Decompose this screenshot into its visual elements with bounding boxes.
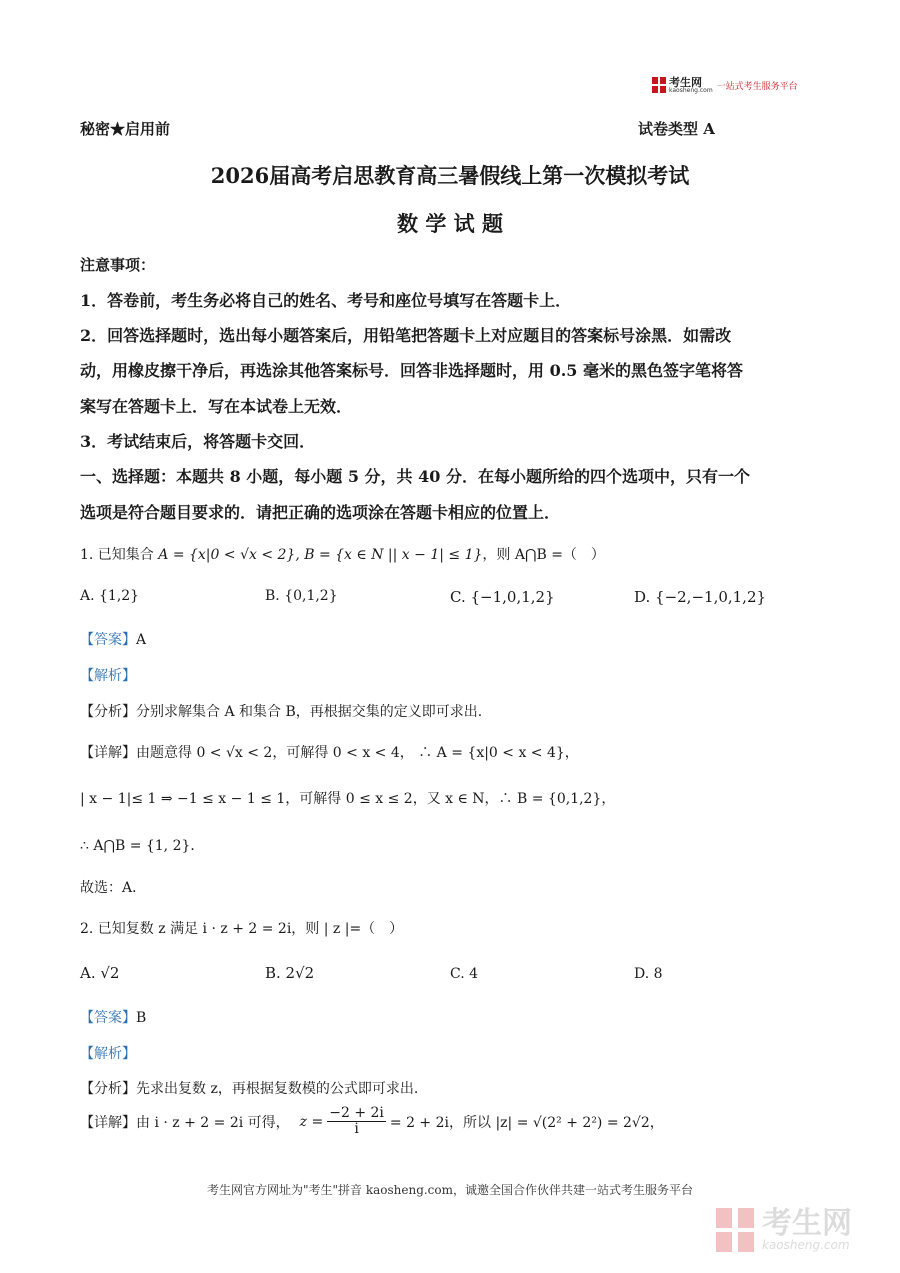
brand-logo [652, 74, 798, 96]
fraction-denominator: i [354, 1121, 359, 1138]
fraction-numerator: −2 + 2i [329, 1105, 384, 1121]
question-2-option-d: D. 8 [634, 966, 663, 982]
question-1-detail-1 [80, 742, 579, 762]
answer-tag: 【答案】 [80, 1010, 136, 1026]
question-2-option-c: C. 4 [450, 966, 479, 982]
answer-value: B [136, 1010, 147, 1026]
question-1-fenxi [80, 701, 482, 721]
question-1-suffix: ，则 A⋂B =（ ） [482, 547, 605, 563]
question-1-answer [80, 629, 146, 649]
question-1-detail-3: ∴ A⋂B = {1, 2}． [80, 838, 205, 854]
logo-url: kaosheng.com [669, 86, 713, 94]
notice-item: 3．考试结束后，将答题卡交回． [80, 432, 316, 451]
question-1-analysis-tag: 【解析】 [80, 668, 136, 684]
exam-title: 2026届高考启思教育高三暑假线上第一次模拟考试 [210, 163, 690, 188]
notice-item: 2．回答选择题时，选出每小题答案后，用铅笔把答题卡上对应题目的答案标号涂黑．如需改 [80, 326, 732, 345]
answer-value: A [136, 632, 147, 648]
fenxi-tag: 【分析】 [80, 1081, 136, 1097]
question-1-conclusion: 故选：A． [80, 880, 147, 896]
question-2-stem: 2. 已知复数 z 满足 i · z + 2 = 2i，则 | z |=（ ） [80, 921, 404, 937]
detail-tag: 【详解】 [80, 745, 136, 761]
fenxi-text: 分别求解集合 A 和集合 B，再根据交集的定义即可求出. [136, 704, 483, 720]
question-1-prefix: 1. 已知集合 [80, 547, 154, 563]
question-1-math: A = {x|0 < √x < 2}, B = {x ∈ N || x − 1| ≤ 1} [158, 547, 483, 563]
detail-text-c: = 2 + 2i，所以 |z| = √(2² + 2²) = 2√2， [389, 1114, 664, 1131]
answer-tag: 【答案】 [80, 632, 136, 648]
detail-text: 由题意得 0 < √x < 2，可解得 0 < x < 4， ∴ A = {x|0 < x < 4}， [136, 745, 579, 761]
detail-tag: 【详解】 [80, 1114, 136, 1131]
question-1-stem [80, 544, 605, 564]
notice-heading: 注意事项： [80, 256, 156, 274]
watermark [716, 1208, 852, 1252]
watermark-logo-icon [716, 1208, 754, 1252]
detail-fraction [327, 1106, 386, 1138]
paper-type-label: 试卷类型 A [638, 120, 715, 138]
question-1-option-b: B. {0,1,2} [265, 588, 338, 604]
notice-item: 动，用橡皮擦干净后，再选涂其他答案标号．回答非选择题时，用 0.5 毫米的黑色签字笔将答 [80, 361, 743, 380]
question-2-fenxi [80, 1078, 418, 1098]
exam-subtitle: 数 学 试 题 [397, 211, 503, 236]
detail-text-a: 由 i · z + 2 = 2i 可得， [136, 1114, 290, 1131]
question-2-option-b: B. 2√2 [265, 964, 315, 982]
logo-icon [652, 77, 666, 93]
question-2-answer [80, 1007, 146, 1027]
notice-item: 1．答卷前，考生务必将自己的姓名、考号和座位号填写在答题卡上． [80, 291, 572, 310]
fenxi-tag: 【分析】 [80, 704, 136, 720]
confidential-label: 秘密★启用前 [80, 120, 171, 138]
watermark-name: 考生网 [762, 1206, 852, 1241]
page-footer: 考生网官方网址为"考生"拼音 kaosheng.com，诚邀全国合作伙伴共建一站式考生服务平台 [206, 1183, 694, 1197]
question-2-analysis-tag: 【解析】 [80, 1046, 136, 1062]
question-2-option-a: A. √2 [80, 964, 120, 982]
watermark-url: kaosheng.com [762, 1238, 850, 1252]
section-heading-line1: 一、选择题：本题共 8 小题，每小题 5 分，共 40 分．在每小题所给的四个选项中，只有一个 [80, 467, 750, 486]
logo-name: 考生网 [669, 75, 702, 89]
question-1-detail-2: | x − 1|≤ 1 ⇒ −1 ≤ x − 1 ≤ 1，可解得 0 ≤ x ≤ 2，又 x ∈ N，∴ B = {0,1,2}， [80, 791, 616, 807]
section-heading-line2: 选项是符合题目要求的．请把正确的选项涂在答题卡相应的位置上． [80, 503, 561, 522]
question-2-detail [80, 1106, 664, 1138]
question-1-option-a: A. {1,2} [80, 588, 140, 604]
fenxi-text: 先求出复数 z，再根据复数模的公式即可求出. [136, 1081, 419, 1097]
logo-slogan: 一站式考生服务平台 [716, 81, 798, 92]
detail-text-b: z = [299, 1113, 324, 1130]
question-1-option-c: C. {−1,0,1,2} [450, 588, 555, 606]
question-1-option-d: D. {−2,−1,0,1,2} [634, 588, 767, 606]
notice-item: 案写在答题卡上．写在本试卷上无效． [80, 397, 353, 416]
